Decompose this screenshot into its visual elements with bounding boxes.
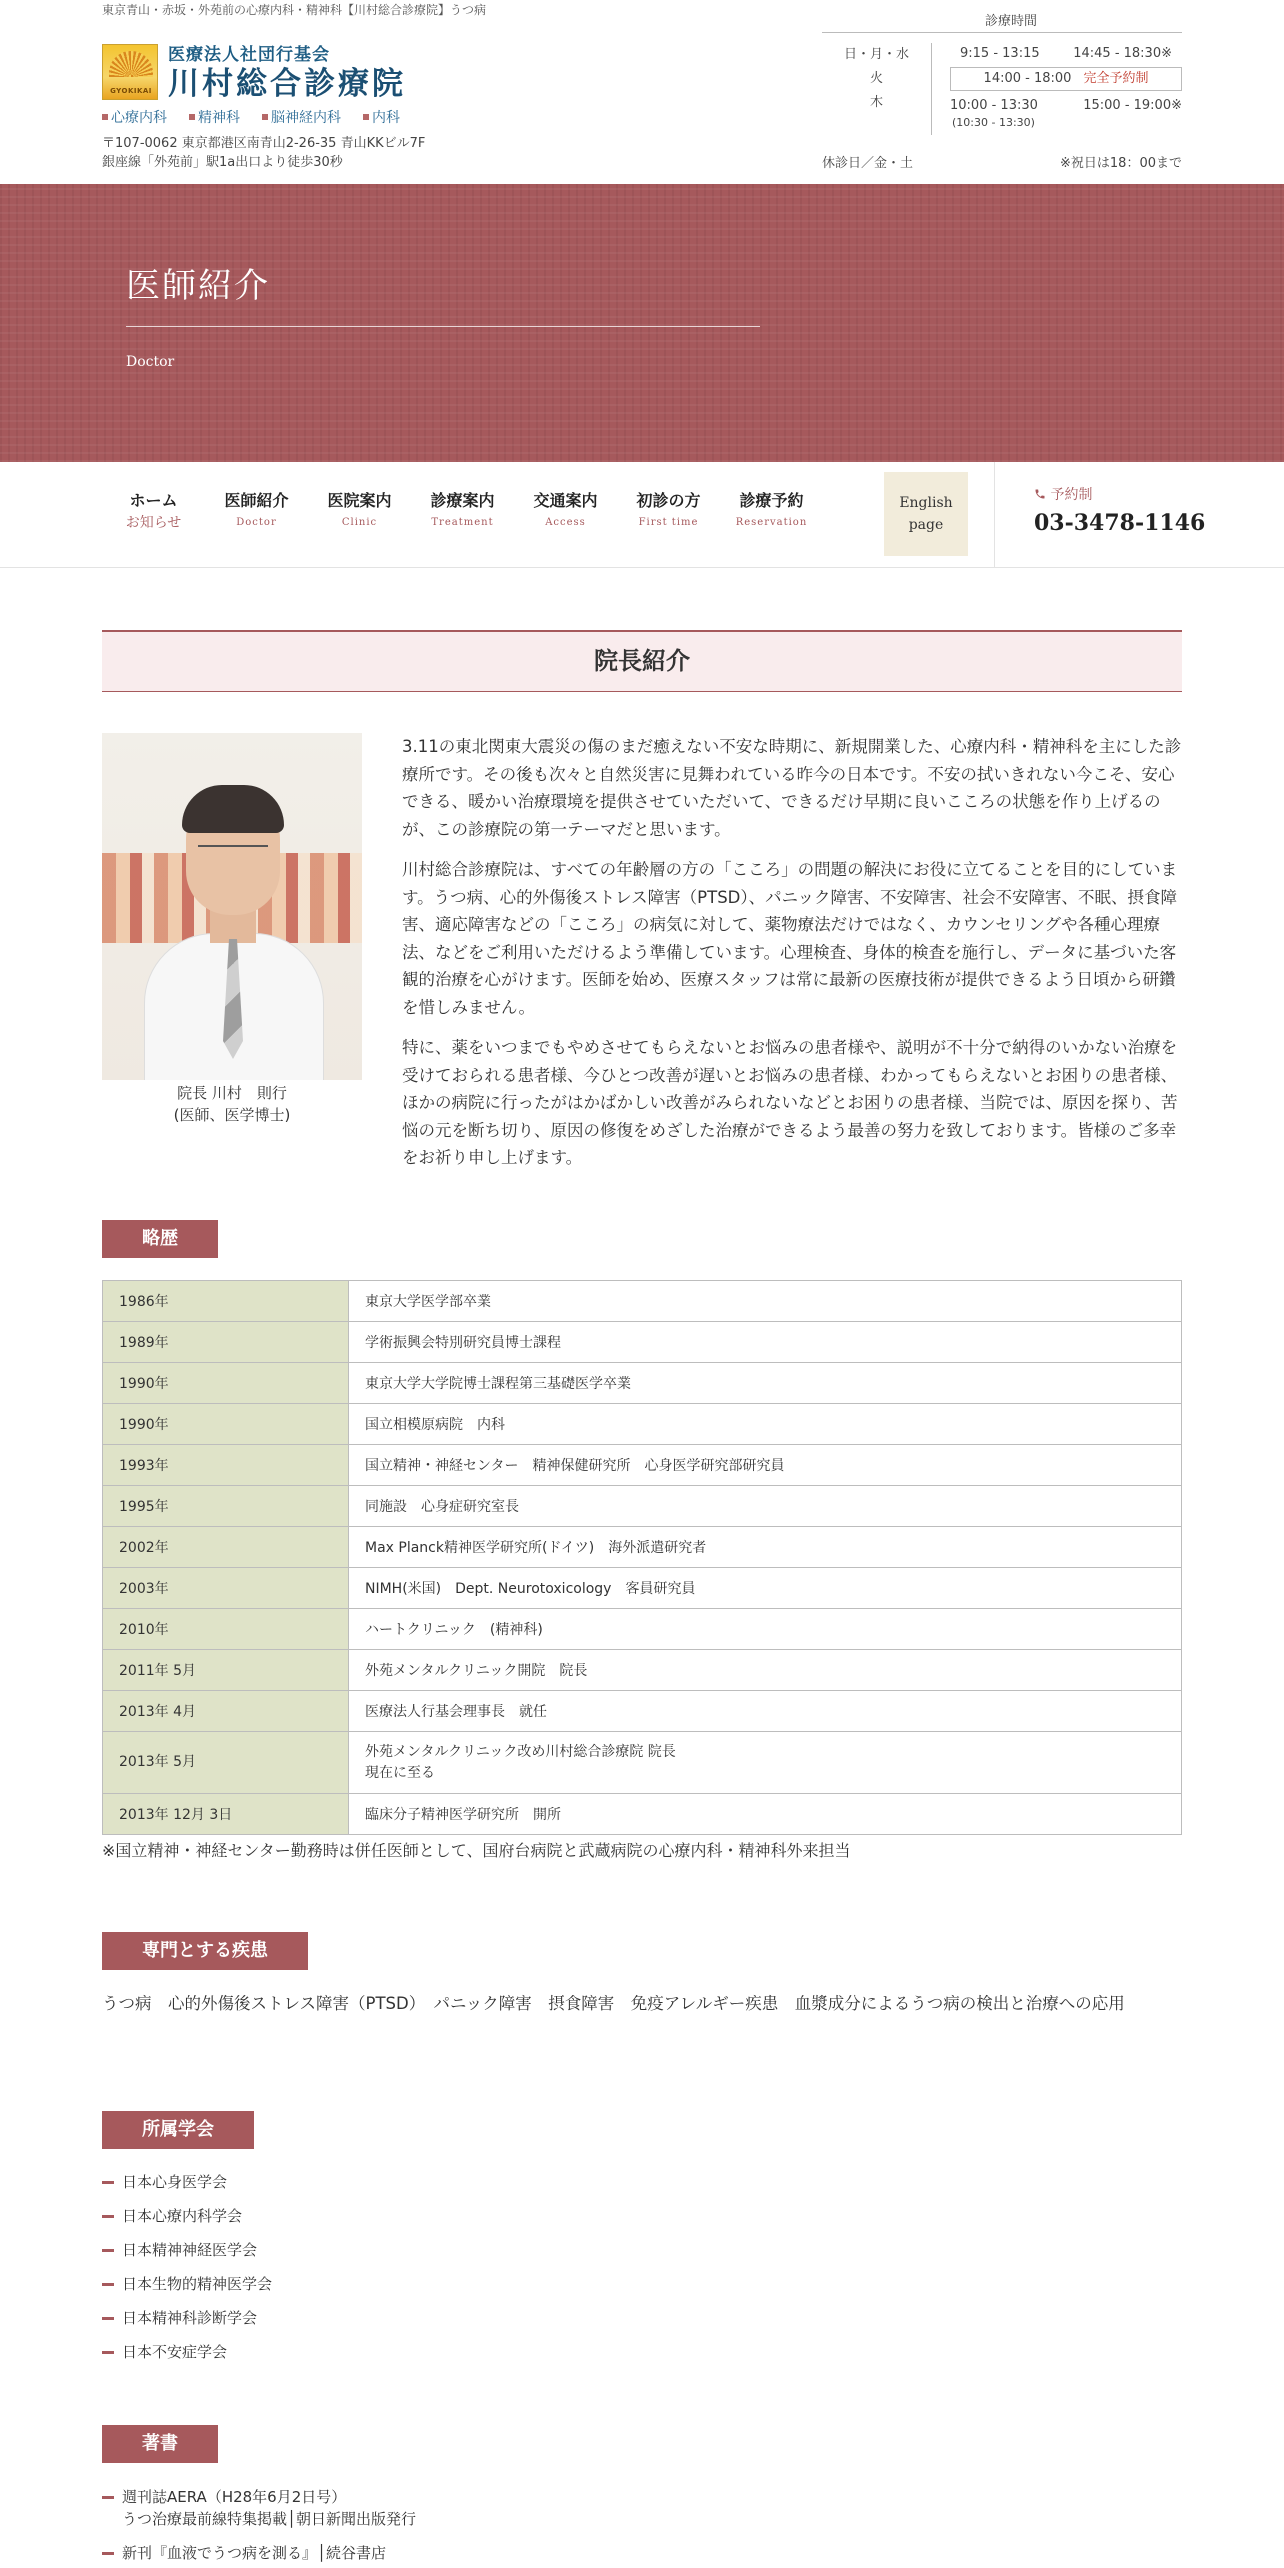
career-event: ハートクリニック (精神科) xyxy=(349,1609,1182,1650)
career-year: 2011年 5月 xyxy=(103,1650,349,1691)
department-item: 精神科 xyxy=(189,107,240,127)
consultation-hours xyxy=(822,10,1182,153)
day-group: 木 xyxy=(869,95,883,110)
list-item xyxy=(102,2542,416,2564)
nav-label: 診療案内 xyxy=(430,491,495,510)
book-detail: うつ治療最前線特集掲載│朝日新聞出版発行 xyxy=(122,2510,417,2528)
nav-sublabel: Treatment xyxy=(431,517,494,528)
table-row xyxy=(103,1794,1182,1835)
nav-access[interactable] xyxy=(514,488,617,532)
career-event: 臨床分子精神医学研究所 開所 xyxy=(349,1794,1182,1835)
career-footnote: ※国立精神・神経センター勤務時は併任医師として、国府台病院と武蔵病院の心療内科・精神科外来担当 xyxy=(102,1841,851,1860)
english-button-line2: page xyxy=(908,517,944,533)
clinic-address xyxy=(102,134,425,172)
reservation-only-badge: 完全予約制 xyxy=(1083,71,1149,86)
table-row xyxy=(103,1404,1182,1445)
list-item: 日本不安症学会 xyxy=(102,2335,272,2369)
closed-days-text: 休診日／金・土 xyxy=(822,156,914,171)
career-year: 1986年 xyxy=(103,1281,349,1322)
career-event: 医療法人行基会理事長 就任 xyxy=(349,1691,1182,1732)
book-list xyxy=(102,2486,416,2568)
career-event: 国立精神・神経センター 精神保健研究所 心身医学研究部研究員 xyxy=(349,1445,1182,1486)
career-event: 東京大学大学院博士課程第三基礎医学卒業 xyxy=(349,1363,1182,1404)
page-hero xyxy=(0,184,1284,462)
book-title: 週刊誌AERA（H28年6月2日号） xyxy=(122,2488,347,2506)
list-item xyxy=(102,2486,416,2530)
reservation-label: 予約制 xyxy=(1050,487,1093,503)
table-row xyxy=(103,1732,1182,1794)
time-slot: 15:00 - 19:00※ xyxy=(1083,98,1182,113)
director-message xyxy=(402,733,1182,1185)
clinic-logo[interactable] xyxy=(102,40,406,103)
day-group: 日・月・水 xyxy=(843,47,909,62)
postal-address: 〒107-0062 東京都港区南青山2-26-35 青山KKビル7F xyxy=(102,136,426,151)
nav-sublabel: First time xyxy=(638,517,699,528)
time-slot: 14:00 - 18:00 xyxy=(983,71,1072,86)
department-list xyxy=(102,107,400,127)
station-access: 銀座線「外苑前」駅1a出口より徒歩30秒 xyxy=(102,155,343,170)
nav-first-time[interactable] xyxy=(617,488,720,532)
time-slot: 10:00 - 13:30 xyxy=(950,98,1038,113)
reservation-contact[interactable] xyxy=(1034,484,1205,536)
career-year: 2002年 xyxy=(103,1527,349,1568)
table-row xyxy=(103,1568,1182,1609)
list-item: 日本心身医学会 xyxy=(102,2165,272,2199)
page-title: 医師紹介 xyxy=(126,266,270,306)
table-row xyxy=(103,1322,1182,1363)
history-heading: 略歴 xyxy=(102,1220,218,1258)
time-slot: 9:15 - 13:15 xyxy=(960,46,1040,61)
list-item: 日本精神神経医学会 xyxy=(102,2233,272,2267)
career-year: 2013年 4月 xyxy=(103,1691,349,1732)
career-year: 2013年 5月 xyxy=(103,1732,349,1794)
time-slot-alt: (10:30 - 13:30) xyxy=(952,116,1035,129)
nav-label: 診療予約 xyxy=(739,491,804,510)
table-row xyxy=(103,1445,1182,1486)
holiday-note: ※祝日は18：00まで xyxy=(1060,156,1182,171)
day-group: 火 xyxy=(869,71,883,86)
table-row xyxy=(103,1363,1182,1404)
career-year: 2010年 xyxy=(103,1609,349,1650)
logo-emblem-text: GYOKIKAI xyxy=(110,86,152,95)
nav-label: 初診の方 xyxy=(636,491,701,510)
hours-times xyxy=(950,43,1182,129)
closed-days xyxy=(822,152,1182,171)
logo-clinic-name: 川村総合診療院 xyxy=(168,66,406,102)
department-item: 脳神経内科 xyxy=(262,107,341,127)
message-paragraph: 特に、薬をいつまでもやめさせてもらえないとお悩みの患者様や、説明が不十分で納得のいかない治療を受けておられる患者様、今ひとつ改善が遅いとお悩みの患者様、わかってもらえないとお困りの患者様、ほかの病院に行ったがはかばかしい改善がみられないなどとお困りの患者様、当院では、原因を探り、苦悩の元を断ち切り、原因の修復をめざした治療ができるよう最善の努力を致しております。皆様のご多幸をお祈り申し上げます。 xyxy=(402,1038,1178,1167)
director-name: 院長 川村 則行 xyxy=(177,1084,287,1102)
list-item: 日本精神科診断学会 xyxy=(102,2301,272,2335)
career-year: 1993年 xyxy=(103,1445,349,1486)
phone-number[interactable]: 03-3478-1146 xyxy=(1034,510,1206,536)
nav-treatment[interactable] xyxy=(411,488,514,532)
director-photo xyxy=(102,733,362,1080)
english-button-line1: English xyxy=(899,495,953,511)
tuesday-box xyxy=(950,67,1182,91)
table-row xyxy=(103,1281,1182,1322)
department-item: 内科 xyxy=(363,107,400,127)
nav-separator xyxy=(994,462,995,568)
career-event xyxy=(349,1732,1182,1794)
list-item: 日本心療内科学会 xyxy=(102,2199,272,2233)
nav-sublabel: Access xyxy=(545,517,586,528)
logo-emblem xyxy=(102,44,158,100)
career-event: 外苑メンタルクリニック開院 院長 xyxy=(349,1650,1182,1691)
time-slot: 14:45 - 18:30※ xyxy=(1073,46,1172,61)
nav-home[interactable] xyxy=(102,488,205,532)
career-year: 2003年 xyxy=(103,1568,349,1609)
table-row xyxy=(103,1691,1182,1732)
career-event: 国立相模原病院 内科 xyxy=(349,1404,1182,1445)
career-event: NIMH(米国) Dept. Neurotoxicology 客員研究員 xyxy=(349,1568,1182,1609)
phone-icon xyxy=(1034,487,1050,503)
table-row xyxy=(103,1609,1182,1650)
nav-sublabel: Doctor xyxy=(236,517,277,528)
specialty-text: うつ病 心的外傷後ストレス障害（PTSD） パニック障害 摂食障害 免疫アレルギー疾患 血漿成分によるうつ病の検出と治療への応用 xyxy=(102,1994,1125,2013)
nav-reservation[interactable] xyxy=(720,488,823,532)
books-heading: 著書 xyxy=(102,2425,218,2463)
english-page-button[interactable] xyxy=(884,472,968,556)
nav-label: 医院案内 xyxy=(327,491,392,510)
specialty-heading: 専門とする疾患 xyxy=(102,1932,308,1970)
nav-sublabel: Clinic xyxy=(341,517,378,528)
nav-clinic[interactable] xyxy=(308,488,411,532)
career-event: 東京大学医学部卒業 xyxy=(349,1281,1182,1322)
director-heading: 院長紹介 xyxy=(102,630,1182,692)
career-event: 同施設 心身症研究室長 xyxy=(349,1486,1182,1527)
table-row xyxy=(103,1486,1182,1527)
career-year: 1995年 xyxy=(103,1486,349,1527)
nav-label: 医師紹介 xyxy=(224,491,289,510)
career-event-line: 外苑メンタルクリニック改め川村総合診療院 院長 xyxy=(365,1743,676,1760)
society-list xyxy=(102,2165,272,2369)
career-year: 1990年 xyxy=(103,1404,349,1445)
career-event: 学術振興会特別研究員博士課程 xyxy=(349,1322,1182,1363)
nav-doctor[interactable] xyxy=(205,488,308,532)
site-tagline: 東京青山・赤坂・外苑前の心療内科・精神科【川村総合診療院】うつ病 xyxy=(102,3,487,17)
photo-caption xyxy=(102,1082,362,1126)
nav-sublabel: Reservation xyxy=(735,517,808,528)
hero-divider xyxy=(126,326,760,327)
table-row xyxy=(103,1650,1182,1691)
message-paragraph: 3.11の東北関東大震災の傷のまだ癒えない不安な時期に、新規開業した、心療内科・精神科を主にした診療所です。その後も次々と自然災害に見舞われている昨今の日本です。不安の拭いきれない今こそ、安心できる、暖かい治療環境を提供させていただいて、できるだけ早期に良いこころの状態を作り上げるのが、この診療院の第一テーマだと思います。 xyxy=(402,737,1182,839)
societies-heading: 所属学会 xyxy=(102,2111,254,2149)
logo-corporation: 医療法人社団行基会 xyxy=(168,45,330,65)
nav-sublabel: お知らせ xyxy=(125,515,182,531)
career-event: Max Planck精神医学研究所(ドイツ) 海外派遣研究者 xyxy=(349,1527,1182,1568)
global-nav xyxy=(0,462,1284,568)
career-year: 2013年 12月 3日 xyxy=(103,1794,349,1835)
message-paragraph: 川村総合診療院は、すべての年齢層の方の「こころ」の問題の解決にお役に立てることを目的にしています。うつ病、心的外傷後ストレス障害（PTSD）、パニック障害、不安障害、社会不安障害、不眠、摂食障害、適応障害などの「こころ」の病気に対して、薬物療法だけではなく、カウンセリングや各種心理療法、などをご利用いただけるよう準備しています。心理検査、身体的検査を施行し、データに基づいた客観的治療を心がけます。医師を始め、医療スタッフは常に最新の医療技術が提供できるよう日頃から研鑽を惜しみません。 xyxy=(402,860,1178,1017)
director-credentials: (医師、医学博士) xyxy=(173,1106,291,1124)
nav-label: 交通案内 xyxy=(533,491,598,510)
table-row xyxy=(103,1527,1182,1568)
career-event-line: 現在に至る xyxy=(365,1764,435,1781)
nav-label: ホーム xyxy=(129,491,178,510)
hours-days xyxy=(822,43,932,135)
list-item: 日本生物的精神医学会 xyxy=(102,2267,272,2301)
page-subtitle: Doctor xyxy=(126,354,175,370)
book-title: 新刊『血液でうつ病を測る』│続谷書店 xyxy=(122,2544,387,2562)
department-item: 心療内科 xyxy=(102,107,167,127)
career-year: 1990年 xyxy=(103,1363,349,1404)
hours-title: 診療時間 xyxy=(822,10,1182,33)
career-year: 1989年 xyxy=(103,1322,349,1363)
career-table xyxy=(102,1280,1182,1835)
